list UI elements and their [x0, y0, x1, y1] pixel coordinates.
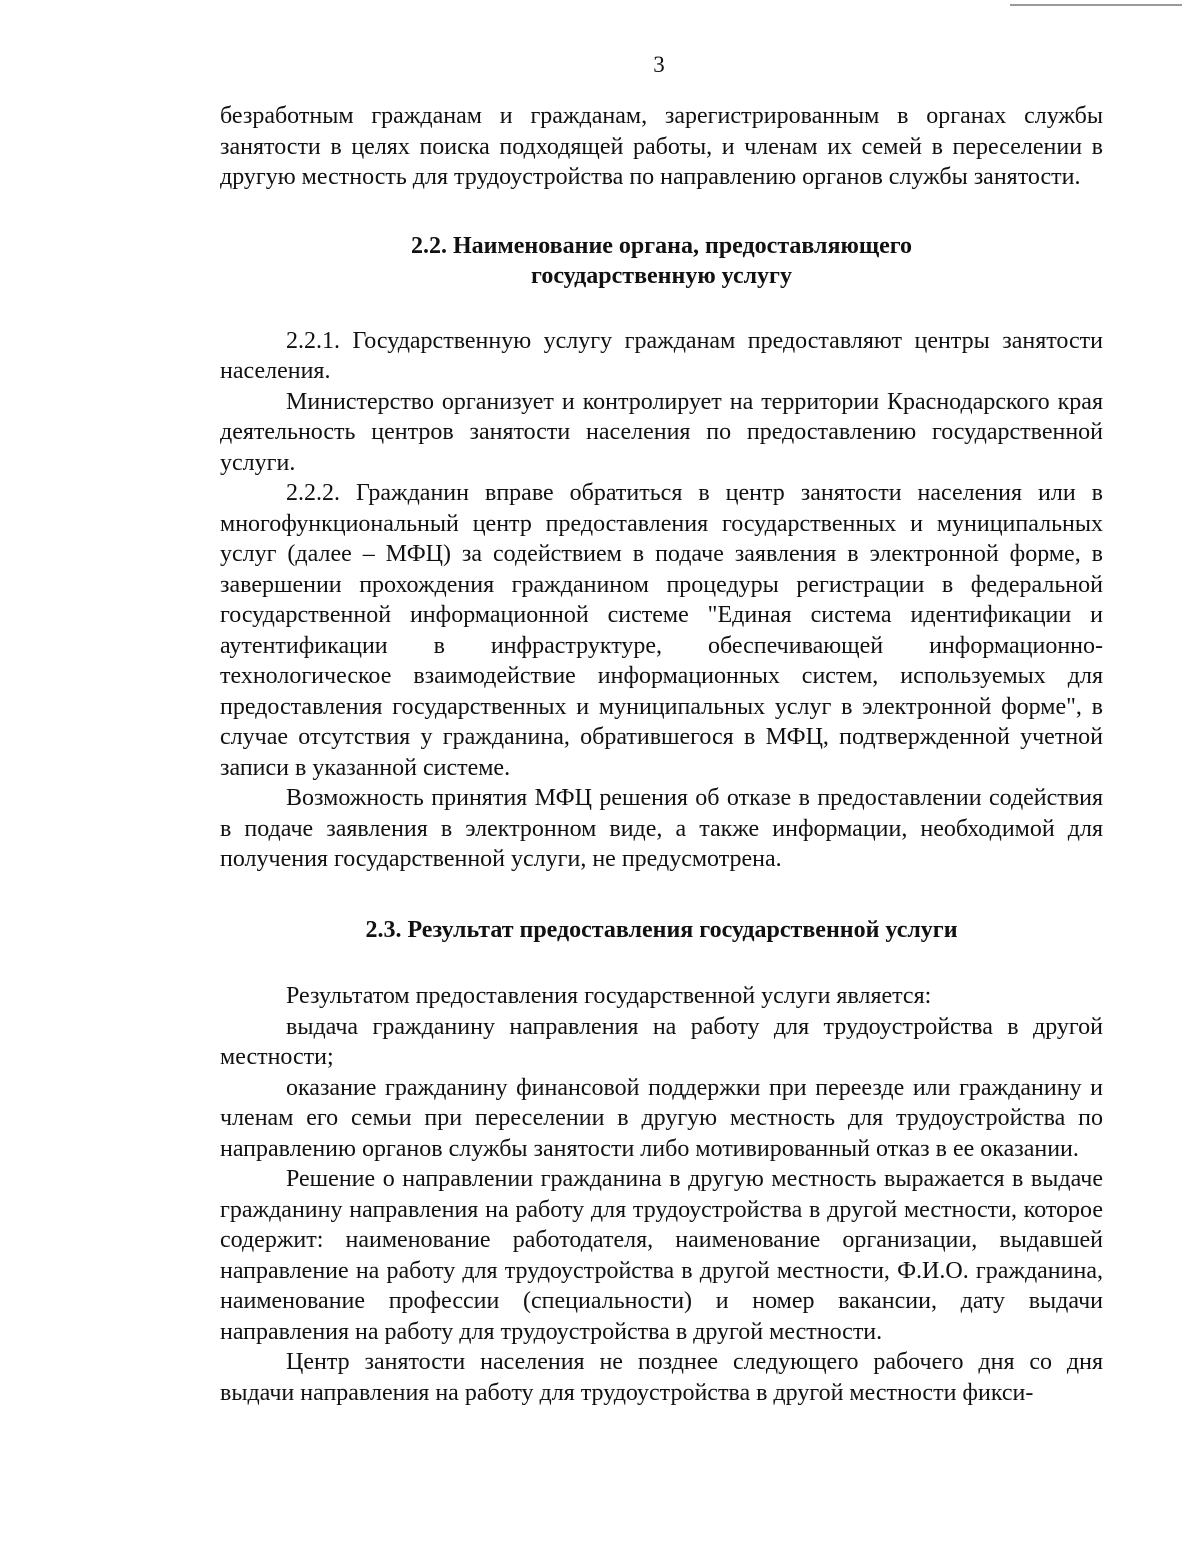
paragraph-mfc-refusal: Возможность принятия МФЦ решения об отказе в предоставлении содействия в подаче заявления в электронном виде, а также информации, необходимой для получения государственной услуги, не предусмотрена.	[220, 785, 1103, 872]
document-body	[220, 101, 1103, 1408]
spacer	[220, 292, 1103, 326]
section-2-2-heading	[220, 231, 1103, 292]
paragraph-employment-center: Центр занятости населения не позднее следующего рабочего дня со дня выдачи направления на работу для трудоустройства в другой местности фикси-	[220, 1349, 1103, 1406]
paragraph-2-2-2: 2.2.2. Гражданин вправе обратиться в центр занятости населения или в многофункциональный центр предоставления государственных и муниципальных услуг (далее – МФЦ) за содействием в подаче заявления в электронной форме, в завершении прохождения гражданином процедуры регистрации в федеральной государственной информационной системе "Единая система идентификации и аутентификации в инфраструктуре, обеспечивающей информационно-технологическое взаимодействие информационных систем, используемых для предоставления государственных и муниципальных услуг в электронной форме", в случае отсутствия у гражданина, обратившегося в МФЦ, подтвержденной учетной записи в указанной системе.	[220, 480, 1103, 781]
spacer	[220, 945, 1103, 981]
section-2-2-heading-line-1: 2.2. Наименование органа, предоставляющего	[410, 232, 913, 259]
intro-paragraph: безработным гражданам и гражданам, зарегистрированным в органах службы занятости в целях поиска подходящей работы, и членам их семей в переселении в другую местность для трудоустройства по направлению органов службы занятости.	[220, 103, 1103, 190]
paragraph-result-support: оказание гражданину финансовой поддержки при переезде или гражданину и членам его семьи при переселении в другую местность для трудоустройства по направлению органов службы занятости либо мотивированный отказ в ее оказании.	[220, 1074, 1103, 1162]
section-2-2-heading-line-2: государственную услугу	[531, 263, 792, 289]
top-edge-rule	[1010, 4, 1182, 6]
paragraph-2-2-1: 2.2.1. Государственную услугу гражданам предоставляют центры занятости населения.	[220, 327, 1103, 384]
paragraph-decision: Решение о направлении гражданина в другую местность выражается в выдаче гражданину направления на работу для трудоустройства в другой местности, которое содержит: наименование работодателя, наименование организации, выдавшей направление на работу для трудоустройства в другой местности, Ф.И.О. гражданина, наименование профессии (специальности) и номер вакансии, дату выдачи направления на работу для трудоустройства в другой местности.	[220, 1166, 1103, 1345]
paragraph-result-intro: Результатом предоставления государственной услуги является:	[286, 983, 932, 1009]
page-number: 3	[653, 52, 665, 77]
paragraph-ministry: Министерство организует и контролирует на территории Краснодарского края деятельность центров занятости населения по предоставлению государственной услуги.	[220, 388, 1103, 476]
paragraph-result-direction: выдача гражданину направления на работу для трудоустройства в другой местности;	[220, 1013, 1103, 1070]
spacer	[220, 193, 1103, 231]
section-2-3-heading: 2.3. Результат предоставления государственной услуги	[365, 916, 958, 943]
spacer	[220, 875, 1103, 915]
